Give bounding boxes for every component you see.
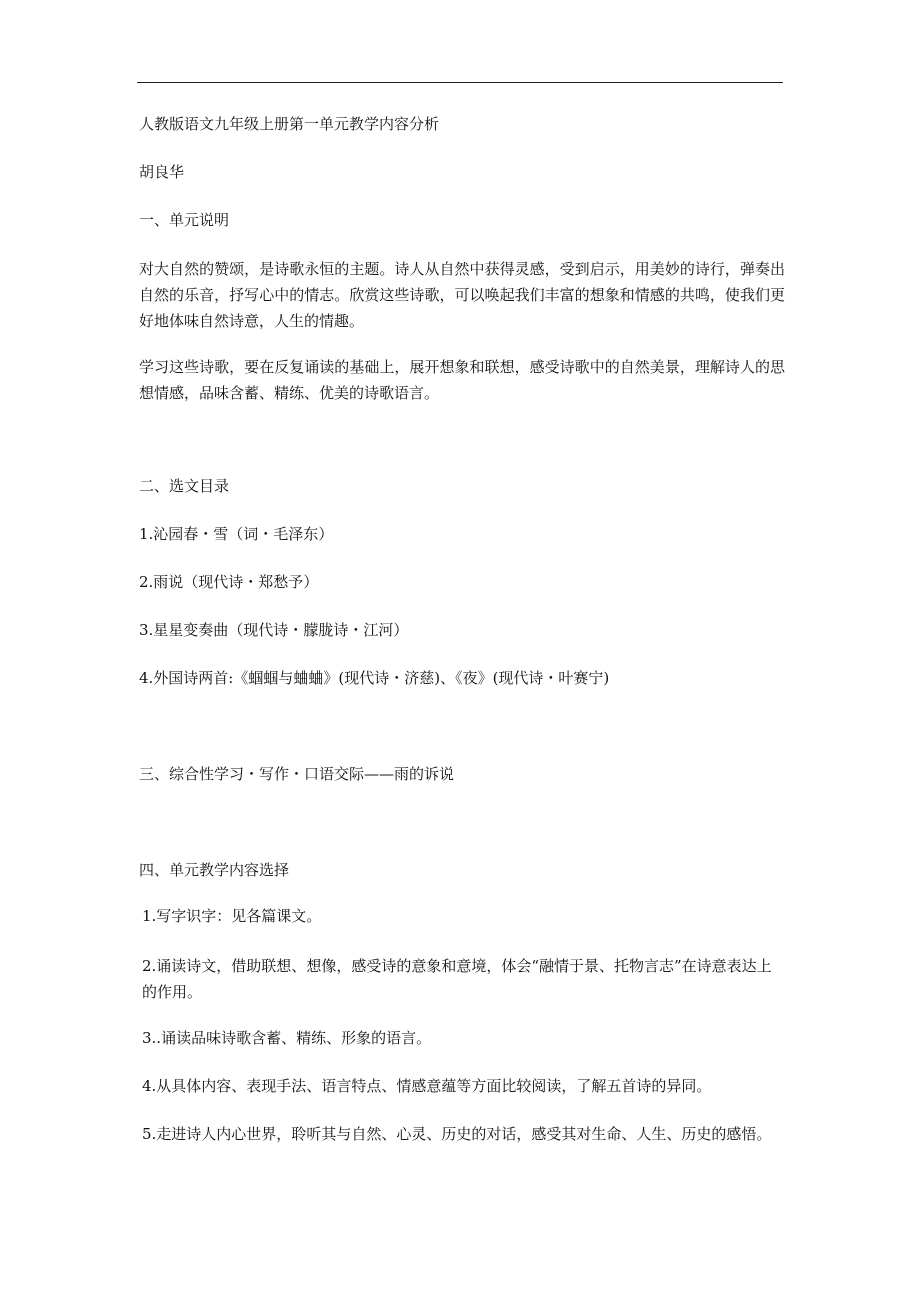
- author-name: 胡良华: [139, 163, 185, 181]
- section-heading-comprehensive-learning: 三、综合性学习・写作・口语交际——雨的诉说: [139, 765, 455, 783]
- teaching-item-4: 4.从具体内容、表现手法、语言特点、情感意蕴等方面比较阅读，了解五首诗的异同。: [142, 1077, 712, 1095]
- teaching-item-3: 3..诵读品味诗歌含蓄、精练、形象的语言。: [142, 1029, 432, 1047]
- paragraph-unit-description-1: 对大自然的赞颂，是诗歌永恒的主题。诗人从自然中获得灵感，受到启示，用美妙的诗行，弹奏出自然的乐音，抒写心中的情志。欣赏这些诗歌，可以唤起我们丰富的想象和情感的共鸣，使我们更好地体味自然诗意，人生的情趣。: [139, 260, 785, 330]
- list-item-text-4: 4.外国诗两首:《蝈蝈与蛐蛐》(现代诗・济慈)、《夜》(现代诗・叶赛宁): [139, 669, 610, 687]
- teaching-item-1: 1.写字识字：见各篇课文。: [142, 907, 322, 925]
- teaching-item-5: 5.走进诗人内心世界，聆听其与自然、心灵、历史的对话，感受其对生命、人生、历史的感悟。: [142, 1125, 772, 1143]
- section-heading-unit-description: 一、单元说明: [139, 211, 230, 229]
- list-item-text-1: 1.沁园春・雪（词・毛泽东）: [139, 525, 334, 543]
- list-item-text-3: 3.星星变奏曲（现代诗・朦胧诗・江河）: [139, 621, 409, 639]
- teaching-item-2: 2.诵读诗文，借助联想、想像，感受诗的意象和意境，体会“融情于景、托物言志”在诗意表达上的作用。: [142, 957, 772, 1001]
- paragraph-unit-description-2: 学习这些诗歌，要在反复诵读的基础上，展开想象和联想，感受诗歌中的自然美景，理解诗人的思想情感，品味含蓄、精练、优美的诗歌语言。: [139, 358, 785, 402]
- section-heading-teaching-content: 四、单元教学内容选择: [139, 861, 290, 879]
- header-rule: [137, 82, 783, 83]
- document-title: 人教版语文九年级上册第一单元教学内容分析: [139, 115, 440, 133]
- list-item-text-2: 2.雨说（现代诗・郑愁予）: [139, 573, 319, 591]
- section-heading-selected-texts: 二、选文目录: [139, 477, 230, 495]
